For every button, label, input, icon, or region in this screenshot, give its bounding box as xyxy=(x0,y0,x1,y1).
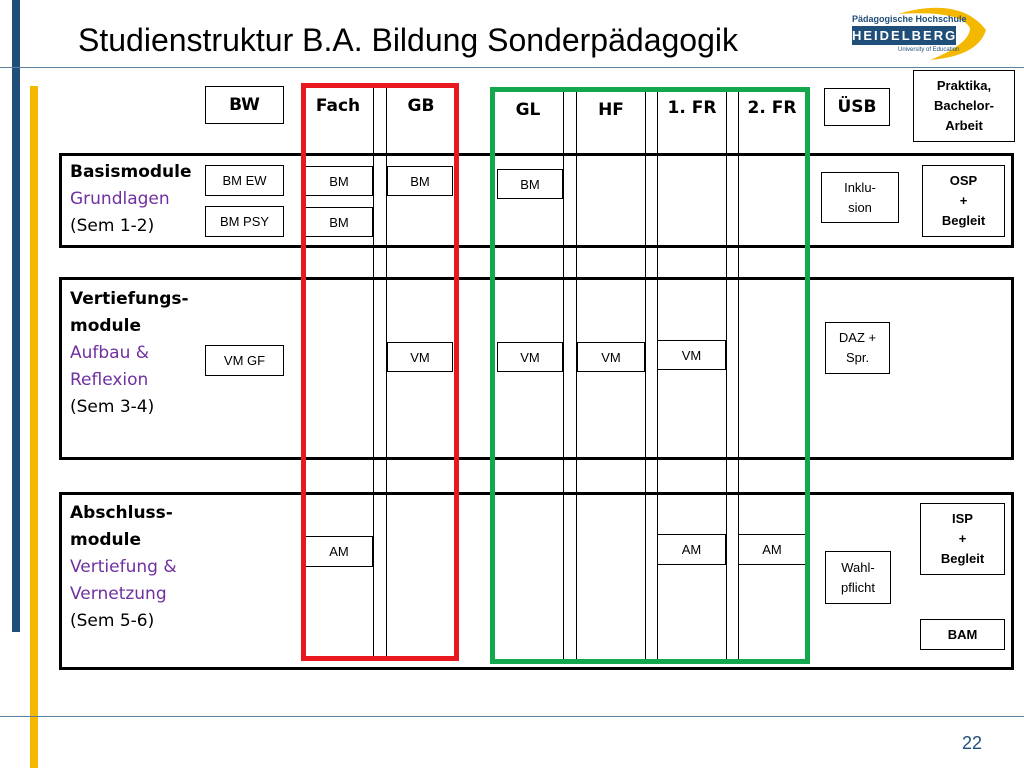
highlight-frame-gl-frs xyxy=(490,87,810,664)
row-label-basismodule-semester: (Sem 1-2) xyxy=(70,216,155,236)
cell-osp-begleit: OSP + Begleit xyxy=(922,165,1005,237)
cell-inklusion: Inklu- sion xyxy=(821,172,899,223)
header-gb: GB xyxy=(407,96,435,116)
row-label-abschlussmodule-subtitle-1: Vertiefung & xyxy=(70,557,177,577)
logo-wordmark: HEIDELBERG xyxy=(852,28,958,43)
header-praktika: Praktika, Bachelor- Arbeit xyxy=(913,70,1015,142)
row-label-abschlussmodule xyxy=(70,500,177,635)
header-1-fr: 1. FR xyxy=(667,98,717,118)
row-label-vertiefungsmodule-subtitle-2: Reflexion xyxy=(70,370,149,390)
header-bw: BW xyxy=(205,86,284,124)
logo-institution: Pädagogische Hochschule xyxy=(852,14,967,24)
row-label-vertiefungsmodule-semester: (Sem 3-4) xyxy=(70,397,155,417)
row-label-abschlussmodule-subtitle-2: Vernetzung xyxy=(70,584,167,604)
row-label-vertiefungsmodule xyxy=(70,286,189,421)
cell-fach-bm-1: BM xyxy=(305,166,373,196)
page-number: 22 xyxy=(962,733,983,753)
cell-fach-am: AM xyxy=(305,536,373,567)
cell-bm-ew: BM EW xyxy=(205,165,284,196)
cell-isp-begleit: ISP + Begleit xyxy=(920,503,1005,575)
cell-fr1-vm: VM xyxy=(657,340,726,370)
row-label-abschlussmodule-semester: (Sem 5-6) xyxy=(70,611,155,631)
cell-wahlpflicht: Wahl- pflicht xyxy=(825,551,891,604)
cell-hf-vm: VM xyxy=(577,342,645,372)
cell-fr1-am: AM xyxy=(657,534,726,565)
cell-bam: BAM xyxy=(920,619,1005,650)
slide-title: Studienstruktur B.A. Bildung Sonderpädagogik xyxy=(78,22,738,58)
cell-gb-vm: VM xyxy=(387,342,453,372)
cell-fach-bm-2: BM xyxy=(305,207,373,237)
row-label-abschlussmodule-title-1: Abschluss- xyxy=(70,503,173,523)
left-gold-bar xyxy=(30,86,38,768)
header-2-fr: 2. FR xyxy=(747,98,797,118)
row-label-basismodule-title: Basismodule xyxy=(70,162,192,182)
cell-bm-psy: BM PSY xyxy=(205,206,284,237)
row-label-basismodule xyxy=(70,159,192,240)
header-gl: GL xyxy=(515,100,541,120)
cell-daz-spr: DAZ + Spr. xyxy=(825,322,890,374)
cell-gl-bm: BM xyxy=(497,169,563,199)
header-hf: HF xyxy=(598,100,624,120)
row-label-basismodule-subtitle: Grundlagen xyxy=(70,189,170,209)
cell-gl-vm: VM xyxy=(497,342,563,372)
logo-subtitle: University of Education xyxy=(898,47,960,53)
top-rule xyxy=(0,67,1024,68)
highlight-frame-fach-gb xyxy=(301,83,459,661)
bottom-rule xyxy=(0,716,1024,717)
left-blue-bar xyxy=(12,0,20,632)
row-label-abschlussmodule-title-2: module xyxy=(70,530,142,550)
header-usb: ÜSB xyxy=(824,88,890,126)
row-label-vertiefungsmodule-title-1: Vertiefungs- xyxy=(70,289,189,309)
row-label-vertiefungsmodule-subtitle-1: Aufbau & xyxy=(70,343,150,363)
cell-vm-gf: VM GF xyxy=(205,345,284,376)
row-label-vertiefungsmodule-title-2: module xyxy=(70,316,142,336)
cell-gb-bm: BM xyxy=(387,166,453,196)
header-fach: Fach xyxy=(315,96,361,116)
cell-fr2-am: AM xyxy=(738,534,806,565)
